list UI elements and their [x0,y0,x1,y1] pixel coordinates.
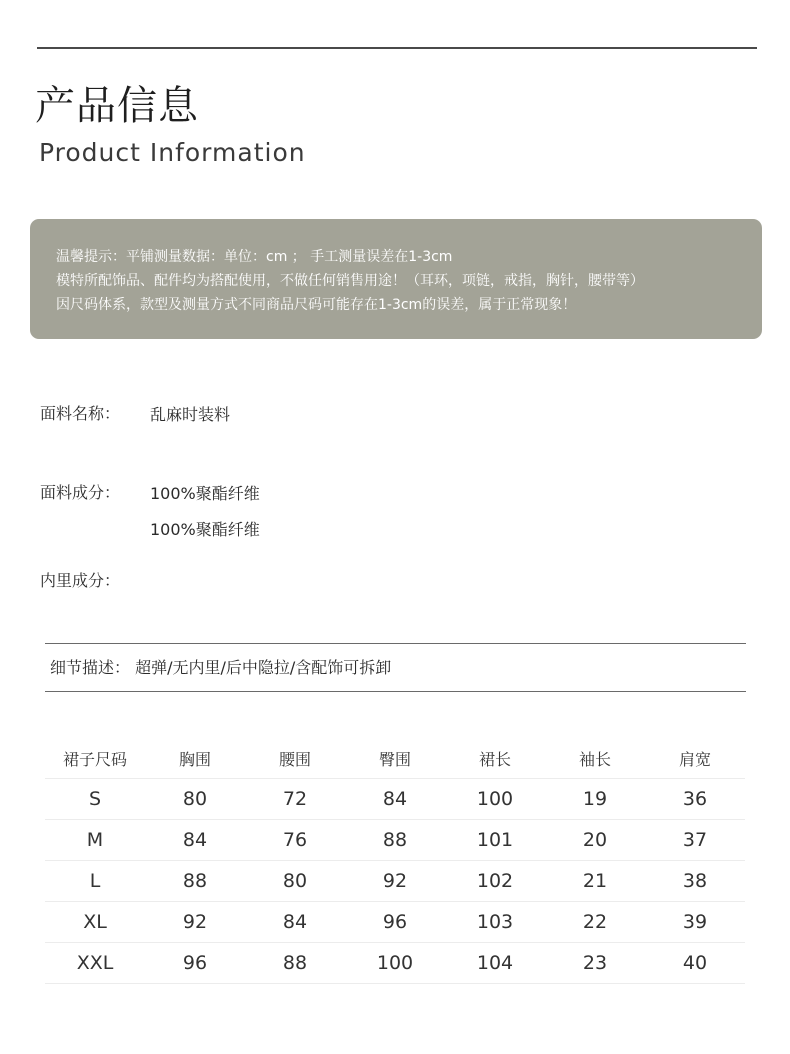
details-row [50,655,391,678]
header-cell: 臀围 [378,749,411,769]
table-cell: XXL [76,952,114,974]
fabric-composition-value: 100%聚酯纤维 [150,484,260,503]
fabric-name-label: 面料名称： [40,404,121,423]
table-cell: 19 [582,788,608,810]
table-cell: 104 [476,952,514,974]
table-cell: 103 [476,911,514,933]
table-cell: 36 [682,788,708,810]
page-subtitle: Product Information [39,138,306,167]
header-cell: 胸围 [178,749,211,769]
notice-line: 因尺码体系，款型及测量方式不同商品尺码可能存在1-3cm的误差，属于正常现象！ [56,297,577,313]
notice-box [30,219,762,339]
table-cell: L [89,870,101,892]
notice-line: 模特所配饰品、配件均为搭配使用，不做任何销售用途！（耳环，项链，戒指，胸针，腰带等） [56,273,644,289]
fabric-composition-label: 面料成分： [40,483,121,502]
table-cell: 84 [382,788,408,810]
details-label: 细节描述： [50,658,131,677]
table-cell: 88 [282,952,308,974]
table-cell: 84 [182,829,208,851]
top-divider [37,47,757,49]
table-cell: 72 [282,788,308,810]
table-cell: 80 [182,788,208,810]
table-cell: 88 [382,829,408,851]
table-cell: 101 [476,829,514,851]
table-cell: M [86,829,104,851]
table-cell: 80 [282,870,308,892]
table-cell: 96 [182,952,208,974]
details-bottom-divider [45,691,746,692]
table-cell: 22 [582,911,608,933]
size-table [45,738,745,984]
header-cell: 腰围 [278,749,311,769]
header-cell: 袖长 [578,749,611,769]
table-cell: 92 [382,870,408,892]
table-cell: 39 [682,911,708,933]
table-cell: 96 [382,911,408,933]
table-cell: 21 [582,870,608,892]
table-cell: 100 [376,952,414,974]
fabric-name-value: 乱麻时装料 [150,405,231,424]
table-cell: 92 [182,911,208,933]
table-row [45,861,745,902]
table-cell: 100 [476,788,514,810]
table-cell: 37 [682,829,708,851]
details-value: 超弹/无内里/后中隐拉/含配饰可拆卸 [135,658,392,677]
header-cell: 肩宽 [678,749,711,769]
table-cell: 84 [282,911,308,933]
table-header-row [45,738,745,779]
table-row [45,902,745,943]
table-cell: 20 [582,829,608,851]
details-top-divider [45,643,746,644]
table-cell: 102 [476,870,514,892]
table-cell: 40 [682,952,708,974]
table-cell: S [88,788,102,810]
table-row [45,779,745,820]
page-title: 产品信息 [35,83,199,129]
fabric-composition-value: 100%聚酯纤维 [150,520,260,539]
table-cell: 23 [582,952,608,974]
table-cell: XL [83,911,107,933]
table-cell: 76 [282,829,308,851]
header-cell: 裙子尺码 [62,749,127,769]
table-row [45,943,745,984]
table-row [45,820,745,861]
lining-label: 内里成分： [40,571,121,590]
header-cell: 裙长 [478,749,511,769]
table-cell: 88 [182,870,208,892]
table-cell: 38 [682,870,708,892]
notice-line: 温馨提示：平铺测量数据：单位：cm ； 手工测量误差在1-3cm [56,249,453,265]
